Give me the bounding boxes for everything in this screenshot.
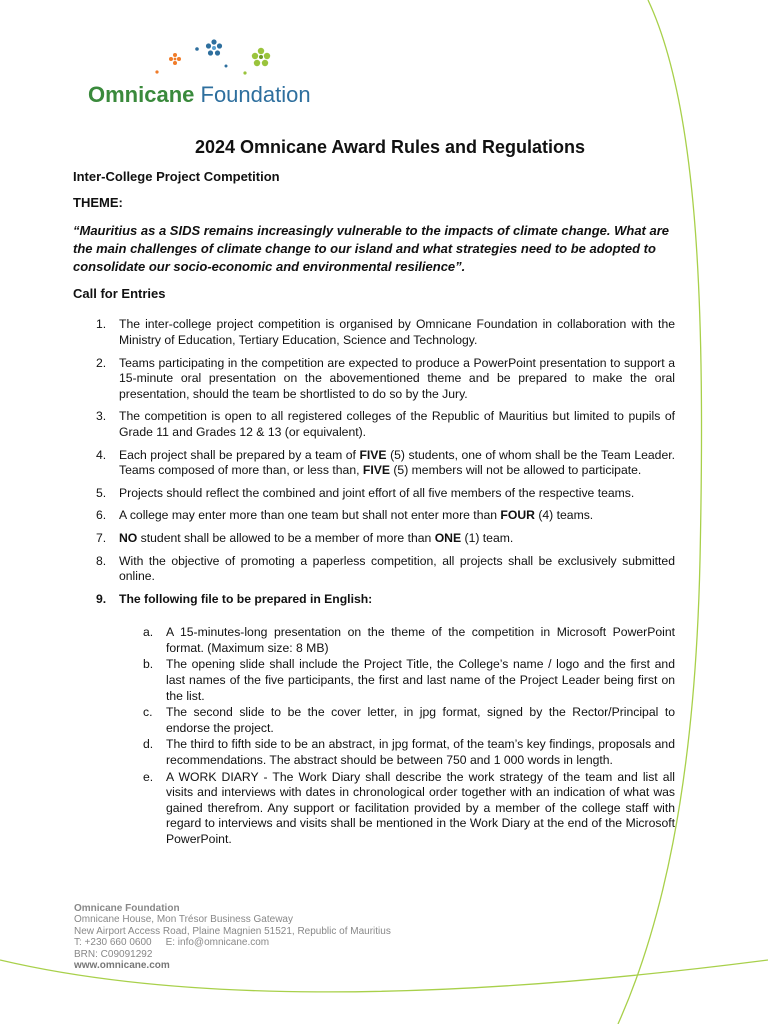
document-title: 2024 Omnicane Award Rules and Regulations bbox=[194, 137, 586, 157]
rule-item bbox=[73, 554, 675, 585]
rule-emphasis: FIVE bbox=[362, 463, 390, 478]
rule-text: With the objective of promoting a paperless competition, all projects shall be exclusively submitted online. bbox=[119, 553, 675, 584]
rule-text-part: (4) teams. bbox=[534, 508, 594, 523]
rule-text-part: Each project shall be prepared by a team of bbox=[119, 447, 360, 462]
green-flower-icon bbox=[252, 48, 270, 66]
file-requirements-list bbox=[73, 625, 675, 847]
logo-word-foundation: Foundation bbox=[200, 82, 311, 107]
rule-emphasis: NO bbox=[119, 530, 138, 545]
rule-text: Projects should reflect the combined and joint effort of all five members of the respective teams. bbox=[119, 485, 635, 500]
flower-cluster-icon bbox=[148, 36, 278, 80]
rule-number: 6. bbox=[96, 508, 107, 523]
requirement-text: A 15-minutes-long presentation on the theme of the competition in Microsoft PowerPoint format. (Maximum size: 8 MB) bbox=[166, 625, 675, 655]
orange-flower-icon bbox=[169, 53, 181, 65]
call-for-entries-heading: Call for Entries bbox=[73, 285, 166, 301]
rule-item bbox=[73, 531, 675, 547]
theme-close-quote: ”. bbox=[455, 258, 466, 274]
document-body bbox=[73, 137, 676, 849]
requirement-letter: c. bbox=[143, 705, 153, 720]
rule-emphasis: FIVE bbox=[359, 447, 387, 462]
requirement-item bbox=[73, 657, 675, 704]
logo-word-omnicane: Omnicane bbox=[88, 82, 195, 107]
footer-website: www.omnicane.com bbox=[74, 960, 170, 972]
logo-wordmark bbox=[88, 82, 311, 108]
competition-subtitle: Inter-College Project Competition bbox=[73, 168, 280, 184]
rule-number: 8. bbox=[96, 553, 107, 568]
page-footer bbox=[74, 903, 391, 971]
blue-dot-icon bbox=[195, 47, 199, 51]
theme-statement bbox=[73, 222, 675, 276]
rule-item bbox=[73, 508, 675, 524]
rule-item bbox=[73, 409, 675, 440]
green-dot-icon bbox=[243, 71, 246, 74]
rule-text: Teams participating in the competition are expected to produce a PowerPoint presentation to support a 15-minute oral presentation on the abovementioned theme and be prepared to make the oral presentation, should the team be shortlisted to do so by the Jury. bbox=[119, 355, 675, 401]
rule-emphasis: ONE bbox=[434, 530, 462, 545]
rule-item bbox=[73, 317, 675, 348]
footer-address-line2: New Airport Access Road, Plaine Magnien 51521, Republic of Mauritius bbox=[74, 925, 391, 937]
requirement-text: The opening slide shall include the Project Title, the College’s name / logo and the first and last names of the five participants, the first and last name of the Project Leader being first on the list. bbox=[166, 657, 675, 703]
requirement-text: The third to fifth side to be an abstract, in jpg format, of the team’s key findings, proposals and recommendations. The abstract should be between 750 and 1 000 words in length. bbox=[166, 737, 675, 768]
rule-text-part: (5) students, one of whom shall be the Team Leader. Teams composed of more than, or less than, bbox=[119, 447, 676, 478]
footer-brn: BRN: C09091292 bbox=[74, 948, 153, 960]
blue-flower-icon bbox=[206, 39, 222, 55]
rule-item bbox=[73, 592, 675, 608]
footer-org-name: Omnicane Foundation bbox=[74, 903, 180, 914]
requirement-item bbox=[73, 737, 675, 768]
footer-phone: T: +230 660 0600 bbox=[74, 937, 152, 949]
rule-number: 1. bbox=[96, 317, 107, 332]
orange-dot-icon bbox=[155, 70, 158, 73]
theme-text: Mauritius as a SIDS remains increasingly vulnerable to the impacts of climate change. What are the main challenges of climate change to our island and what strategies need to be adopted to consolidate our socio-economic and environmental resilience bbox=[73, 222, 670, 274]
rule-number: 9. bbox=[96, 591, 107, 606]
theme-label: THEME: bbox=[73, 195, 123, 211]
requirement-letter: b. bbox=[143, 657, 154, 672]
footer-address-line1: Omnicane House, Mon Trésor Business Gateway bbox=[74, 914, 293, 926]
omnicane-foundation-logo bbox=[88, 36, 328, 112]
rule-text: The competition is open to all registered colleges of the Republic of Mauritius but limited to pupils of Grade 11 and Grades 12 & 13 (or equivalent). bbox=[119, 409, 675, 439]
rule-number: 2. bbox=[96, 355, 107, 370]
requirement-item bbox=[73, 770, 675, 848]
footer-contact-line bbox=[74, 937, 391, 948]
requirement-text: The second slide to be the cover letter, in jpg format, signed by the Rector/Principal to endorse the project. bbox=[166, 705, 675, 735]
rule-text-part: student shall be allowed to be a member of more than bbox=[137, 530, 435, 545]
rule-text: The inter-college project competition is organised by Omnicane Foundation in collaboration with the Ministry of Education, Tertiary Education, Science and Technology. bbox=[119, 317, 675, 347]
rule-item bbox=[73, 448, 675, 479]
requirement-letter: a. bbox=[143, 625, 154, 640]
rule-text: The following file to be prepared in English: bbox=[119, 591, 373, 606]
rule-number: 4. bbox=[96, 447, 107, 462]
requirement-item bbox=[73, 625, 675, 656]
rule-emphasis: FOUR bbox=[500, 508, 535, 523]
rule-number: 3. bbox=[96, 409, 107, 424]
rule-text-part: (1) team. bbox=[461, 530, 514, 545]
rule-item bbox=[73, 486, 675, 502]
requirement-text: A WORK DIARY - The Work Diary shall describe the work strategy of the team and list all visits and interviews with dates in chronological order together with an indication of what was gained therefrom. Any support or facilitation provided by a member of the college staff with regard to interviews and visits shall be mentioned in the Work Diary at the end of the Microsoft PowerPoint. bbox=[166, 769, 675, 846]
rule-item bbox=[73, 356, 675, 403]
blue-dot-small-icon bbox=[225, 65, 228, 68]
rule-number: 5. bbox=[96, 485, 107, 500]
requirement-letter: d. bbox=[143, 737, 154, 752]
rules-list bbox=[73, 317, 675, 607]
rule-text-part: (5) members will not be allowed to participate. bbox=[389, 463, 642, 478]
requirement-item bbox=[73, 705, 675, 736]
rule-text-part: A college may enter more than one team but shall not enter more than bbox=[119, 508, 501, 523]
rule-number: 7. bbox=[96, 530, 107, 545]
requirement-letter: e. bbox=[143, 769, 154, 784]
footer-email: E: info@omnicane.com bbox=[165, 937, 270, 949]
theme-open-quote: “ bbox=[73, 222, 80, 238]
